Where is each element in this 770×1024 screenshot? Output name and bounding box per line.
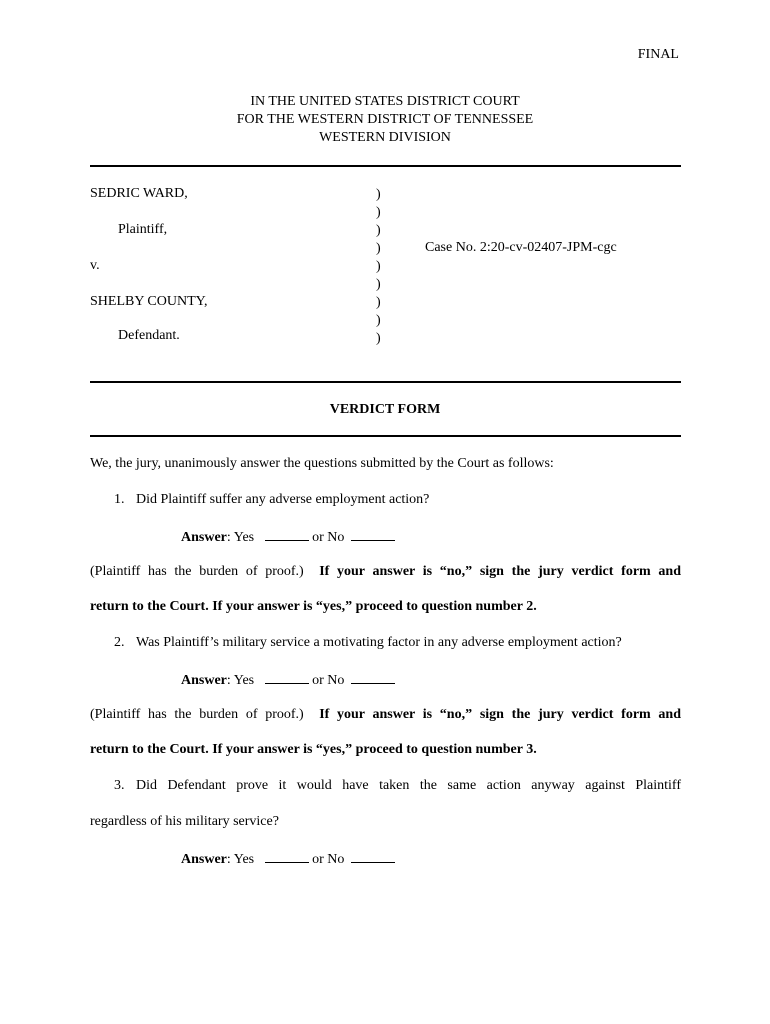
caption-paren: ): [376, 187, 381, 202]
caption-paren-column: [376, 186, 381, 348]
question-1: [114, 492, 429, 508]
answer-line-2: [181, 671, 395, 689]
question-3: [114, 778, 681, 794]
caption-paren: ): [376, 331, 381, 346]
answer-yes-label: : Yes: [226, 673, 255, 688]
defendant-name: SHELBY COUNTY,: [90, 294, 208, 309]
final-label: FINAL: [637, 47, 679, 62]
answer-yes-label: : Yes: [226, 852, 255, 867]
answer-no-blank[interactable]: [351, 528, 395, 541]
caption-paren: ): [376, 205, 381, 220]
answer-yes-blank[interactable]: [265, 528, 309, 541]
answer-line-3: [181, 850, 395, 868]
answer-yes-blank[interactable]: [265, 850, 309, 863]
instruction-text: If your answer is “no,” sign the jury verdict form and: [319, 707, 681, 722]
answer-label: Answer: [181, 852, 227, 867]
caption-paren: ): [376, 259, 381, 274]
plaintiff-name: SEDRIC WARD,: [90, 186, 188, 201]
defendant-role: Defendant.: [118, 328, 180, 343]
instruction-2-line1: [90, 707, 681, 723]
burden-text: (Plaintiff has the burden of proof.): [90, 707, 304, 722]
question-3-line2: regardless of his military service?: [90, 814, 279, 829]
caption-top-rule: [90, 165, 681, 167]
caption-paren: ): [376, 277, 381, 292]
court-division: WESTERN DIVISION: [319, 130, 451, 145]
answer-no-label: or No: [312, 852, 345, 867]
caption-paren: ): [376, 313, 381, 328]
case-number: Case No. 2:20-cv-02407-JPM-cgc: [425, 240, 617, 255]
versus-label: v.: [90, 258, 100, 273]
question-text: Did Plaintiff suffer any adverse employment action?: [136, 492, 430, 507]
answer-label: Answer: [181, 530, 227, 545]
answer-label: Answer: [181, 673, 227, 688]
answer-line-1: [181, 528, 395, 546]
plaintiff-role: Plaintiff,: [118, 222, 168, 237]
title-underline-rule: [90, 435, 681, 437]
question-text: Was Plaintiff’s military service a motivating factor in any adverse employment action?: [136, 635, 622, 650]
answer-yes-blank[interactable]: [265, 671, 309, 684]
question-number: 1.: [114, 492, 125, 507]
intro-text: We, the jury, unanimously answer the questions submitted by the Court as follows:: [90, 456, 554, 471]
answer-no-label: or No: [312, 530, 345, 545]
instruction-2-line2: return to the Court. If your answer is “yes,” proceed to question number 3.: [90, 742, 537, 757]
burden-text: (Plaintiff has the burden of proof.): [90, 564, 304, 579]
answer-no-blank[interactable]: [351, 671, 395, 684]
question-number: 3.: [114, 778, 125, 793]
instruction-1-line1: [90, 564, 681, 580]
question-number: 2.: [114, 635, 125, 650]
answer-no-label: or No: [312, 673, 345, 688]
question-text: Did Defendant prove it would have taken the same action anyway against Plaintiff: [136, 778, 681, 793]
caption-paren: ): [376, 295, 381, 310]
court-name-line2: FOR THE WESTERN DISTRICT OF TENNESSEE: [236, 112, 534, 127]
caption-paren: ): [376, 223, 381, 238]
verdict-form-title: VERDICT FORM: [329, 402, 441, 417]
instruction-1-line2: return to the Court. If your answer is “yes,” proceed to question number 2.: [90, 599, 537, 614]
instruction-text: If your answer is “no,” sign the jury verdict form and: [319, 564, 681, 579]
caption-bottom-rule: [90, 381, 681, 383]
caption-paren: ): [376, 241, 381, 256]
answer-no-blank[interactable]: [351, 850, 395, 863]
court-name-line1: IN THE UNITED STATES DISTRICT COURT: [250, 94, 520, 109]
answer-yes-label: : Yes: [226, 530, 255, 545]
question-2: [114, 635, 622, 651]
